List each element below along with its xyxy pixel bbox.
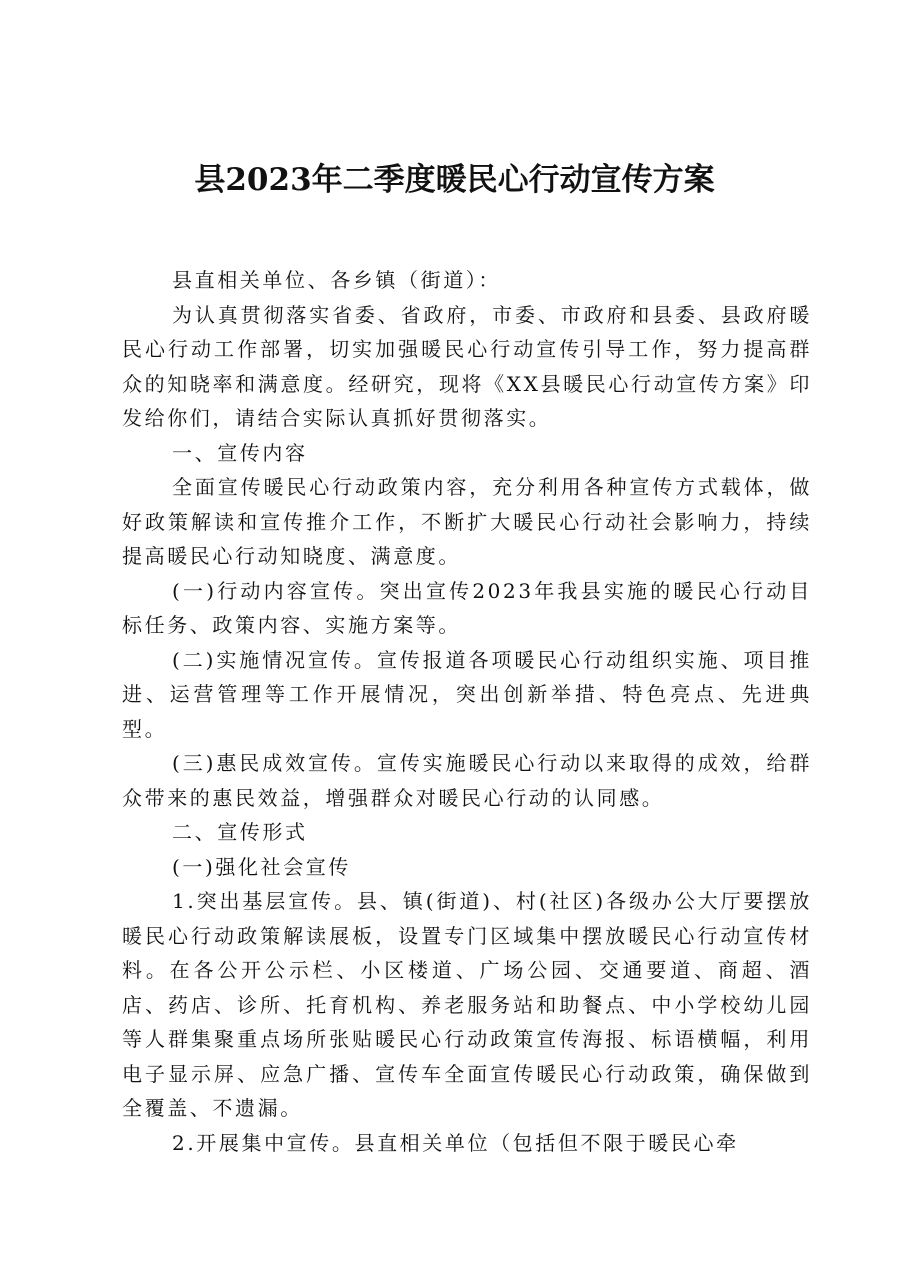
point-1-paragraph: 1.突出基层宣传。县、镇(街道)、村(社区)各级办公大厅要摆放暖民心行动政策解读展板，设置专门区域集中摆放暖民心行动宣传材料。在各公开公示栏、小区楼道、广场公园、交通要道、商超、酒店、药店、诊所、托育机构、养老服务站和助餐点、中小学校幼儿园等人群集聚重点场所张贴暖民心行动政策宣传海报、标语横幅，利用电子显示屏、应急广播、宣传车全面宣传暖民心行动政策，确保做到全覆盖、不遗漏。 (122, 889, 812, 1120)
point-2-paragraph: 2.开展集中宣传。县直相关单位（包括但不限于暖民心牵 (172, 1130, 739, 1155)
salutation-paragraph: 县直相关单位、各乡镇（街道）： (172, 268, 501, 292)
subsection-heading-1: (一)强化社会宣传 (172, 854, 352, 879)
document-title: 县2023年二季度暖民心行动宣传方案 (194, 162, 715, 198)
intro-paragraph: 为认真贯彻落实省委、省政府，市委、市政府和县委、县政府暖民心行动工作部署，切实加强暖民心行动宣传引导工作，努力提高群众的知晓率和满意度。经研究，现将《XX县暖民心行动宣传方案》印发给你们，请结合实际认真抓好贯彻落实。 (122, 302, 812, 430)
section-heading-2: 二、宣传形式 (172, 820, 308, 844)
document-body (122, 263, 812, 1160)
section-1-paragraph: 全面宣传暖民心行动政策内容，充分利用各种宣传方式载体，做好政策解读和宣传推介工作，不断扩大暖民心行动社会影响力，持续提高暖民心行动知晓度、满意度。 (122, 475, 812, 568)
item-3-paragraph: (三)惠民成效宣传。宣传实施暖民心行动以来取得的成效，给群众带来的惠民效益，增强群众对暖民心行动的认同感。 (122, 751, 812, 810)
item-2-paragraph: (二)实施情况宣传。宣传报道各项暖民心行动组织实施、项目推进、运营管理等工作开展情况，突出创新举措、特色亮点、先进典型。 (122, 647, 812, 741)
section-heading-1: 一、宣传内容 (172, 440, 308, 465)
item-1-paragraph: (一)行动内容宣传。突出宣传2023年我县实施的暖民心行动目标任务、政策内容、实施方案等。 (122, 578, 812, 637)
